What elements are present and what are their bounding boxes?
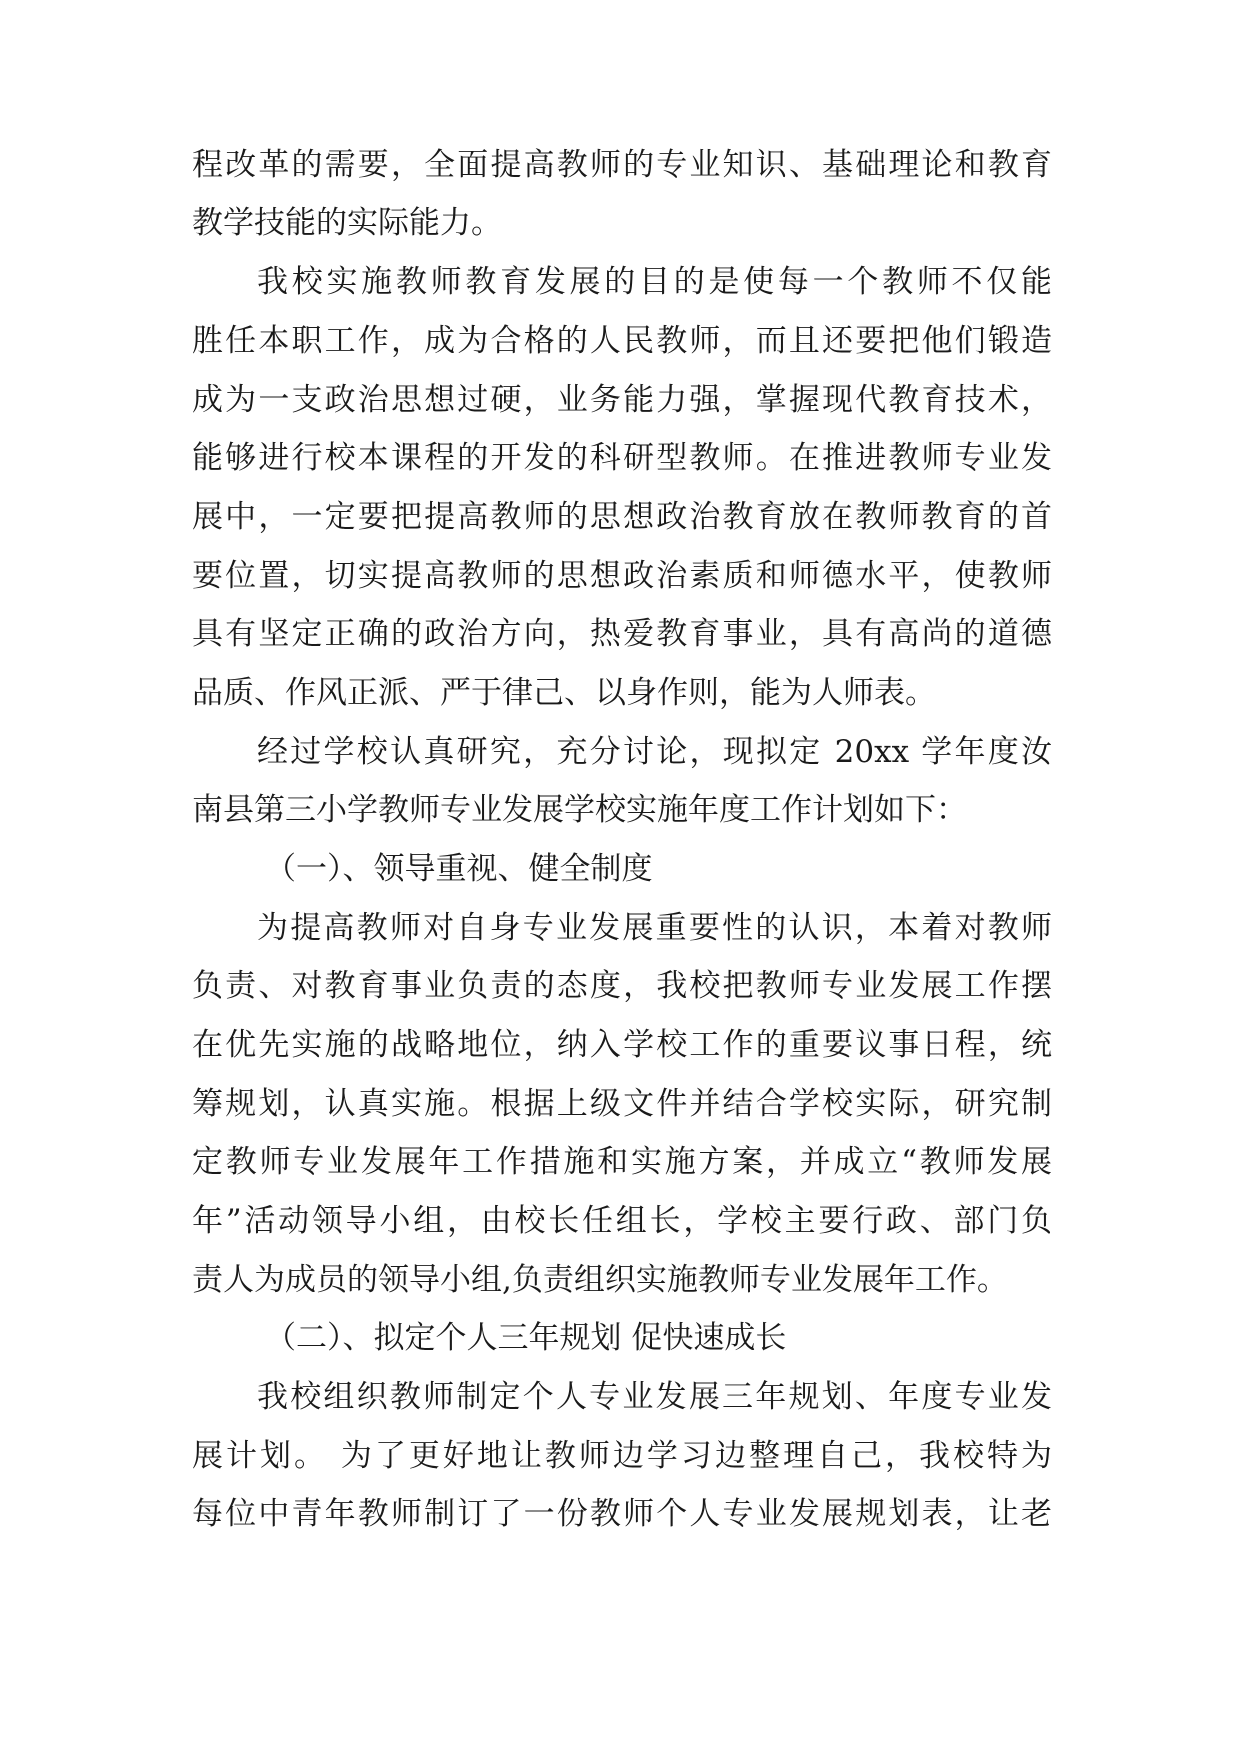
paragraph-line: 品质、作风正派、严于律己、以身作则，能为人师表。	[192, 675, 936, 711]
paragraph-line: 每位中青年教师制订了一份教师个人专业发展规划表，让老	[192, 1496, 1052, 1532]
paragraph-line: 展中，一定要把提高教师的思想政治教育放在教师教育的首	[192, 499, 1052, 535]
paragraph-line: 南县第三小学教师专业发展学校实施年度工作计划如下：	[192, 792, 967, 828]
paragraph-line: 经过学校认真研究，充分讨论，现拟定 20xx 学年度汝	[257, 734, 1052, 770]
paragraph-line: 胜任本职工作，成为合格的人民教师，而且还要把他们锻造	[192, 323, 1052, 359]
paragraph-line: 能够进行校本课程的开发的科研型教师。在推进教师专业发	[192, 440, 1052, 476]
paragraph-line: 具有坚定正确的政治方向，热爱教育事业，具有高尚的道德	[192, 616, 1052, 652]
paragraph-line: 在优先实施的战略地位，纳入学校工作的重要议事日程，统	[192, 1027, 1052, 1063]
paragraph-line: 筹规划，认真实施。根据上级文件并结合学校实际，研究制	[192, 1086, 1052, 1122]
paragraph-line: 程改革的需要，全面提高教师的专业知识、基础理论和教育	[192, 147, 1052, 183]
paragraph-line: 成为一支政治思想过硬，业务能力强，掌握现代教育技术，	[192, 382, 1052, 418]
section-heading: （一）、领导重视、健全制度	[265, 851, 653, 887]
paragraph-line: 教学技能的实际能力。	[192, 205, 502, 241]
paragraph-line: 定教师专业发展年工作措施和实施方案，并成立“教师发展	[192, 1144, 1052, 1180]
paragraph-line: 展计划。 为了更好地让教师边学习边整理自己，我校特为	[192, 1438, 1052, 1474]
paragraph-line: 年”活动领导小组，由校长任组长，学校主要行政、部门负	[192, 1203, 1052, 1239]
paragraph-line: 我校实施教师教育发展的目的是使每一个教师不仅能	[257, 264, 1052, 300]
paragraph-line: 为提高教师对自身专业发展重要性的认识，本着对教师	[257, 910, 1052, 946]
paragraph-line: 责人为成员的领导小组,负责组织实施教师专业发展年工作。	[192, 1262, 1008, 1298]
paragraph-line: 我校组织教师制定个人专业发展三年规划、年度专业发	[257, 1379, 1052, 1415]
section-heading: （二）、拟定个人三年规划 促快速成长	[265, 1320, 787, 1356]
paragraph-line: 负责、对教育事业负责的态度，我校把教师专业发展工作摆	[192, 968, 1052, 1004]
paragraph-line: 要位置，切实提高教师的思想政治素质和师德水平，使教师	[192, 558, 1052, 594]
